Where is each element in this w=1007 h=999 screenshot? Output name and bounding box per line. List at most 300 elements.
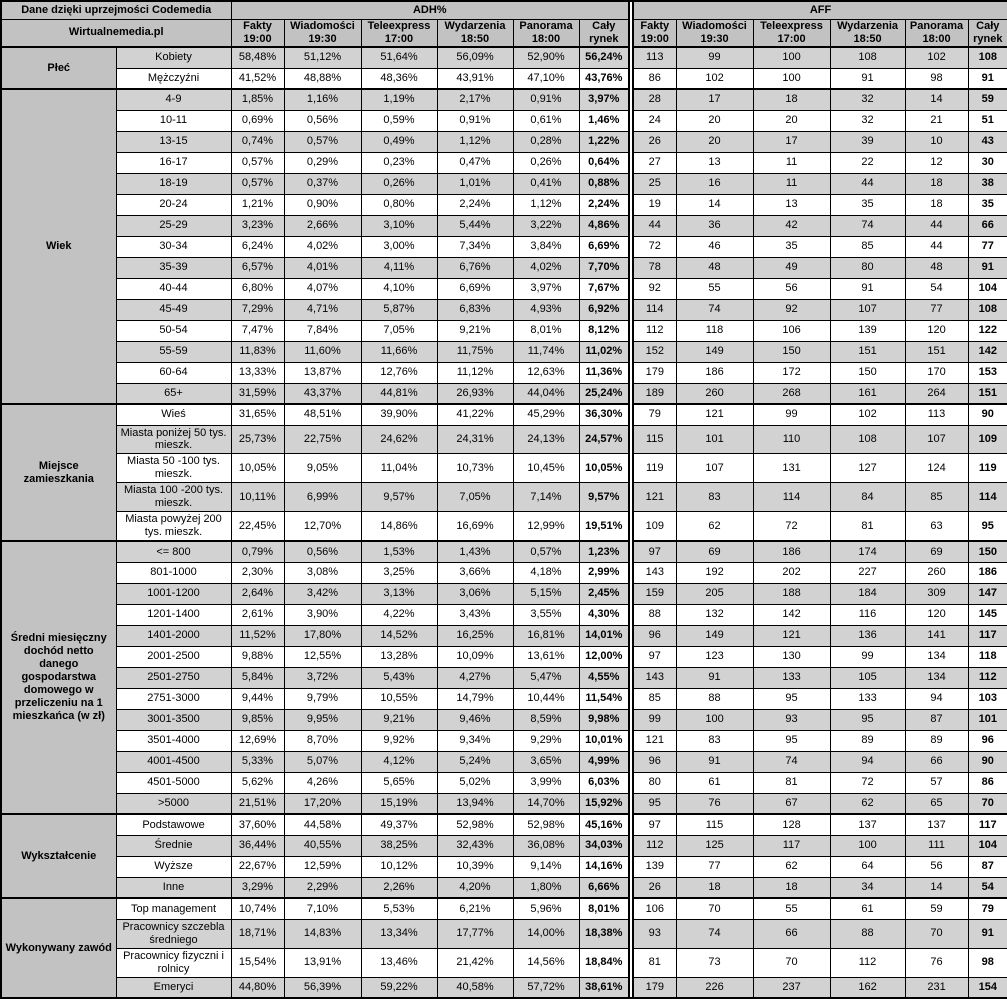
aff-value: 14 bbox=[905, 89, 968, 110]
aff-value: 128 bbox=[753, 814, 830, 835]
aff-value: 49 bbox=[753, 257, 830, 278]
adh-value: 7,34% bbox=[437, 236, 513, 257]
adh-value: 2,26% bbox=[361, 877, 437, 898]
row-label: 55-59 bbox=[116, 341, 231, 362]
adh-value: 9,21% bbox=[437, 320, 513, 341]
aff-value: 36 bbox=[676, 215, 753, 236]
aff-value: 118 bbox=[676, 320, 753, 341]
adh-value: 1,12% bbox=[437, 131, 513, 152]
adh-value: 10,39% bbox=[437, 856, 513, 877]
table-row bbox=[1, 512, 1007, 541]
adh-value: 0,47% bbox=[437, 152, 513, 173]
adh-value: 24,62% bbox=[361, 425, 437, 454]
row-label: 25-29 bbox=[116, 215, 231, 236]
table-row bbox=[1, 541, 1007, 562]
aff-value: 80 bbox=[830, 257, 905, 278]
adh-value: 24,57% bbox=[579, 425, 629, 454]
adh-value: 49,37% bbox=[361, 814, 437, 835]
aff-value: 117 bbox=[968, 625, 1007, 646]
table-header bbox=[1, 1, 1007, 47]
adh-value: 0,26% bbox=[513, 152, 579, 173]
program-name: Wiadomości bbox=[682, 19, 747, 32]
adh-value: 3,65% bbox=[513, 751, 579, 772]
aff-value: 107 bbox=[830, 299, 905, 320]
aff-value: 179 bbox=[633, 362, 676, 383]
aff-value: 74 bbox=[753, 751, 830, 772]
adh-value: 1,19% bbox=[361, 89, 437, 110]
aff-value: 98 bbox=[968, 948, 1007, 977]
adh-value: 56,24% bbox=[579, 47, 629, 68]
aff-value: 96 bbox=[633, 751, 676, 772]
aff-value: 106 bbox=[753, 320, 830, 341]
program-header-adh-1 bbox=[284, 19, 361, 47]
adh-value: 15,54% bbox=[231, 948, 284, 977]
row-label: Miasta powyżej 200 tys. mieszk. bbox=[116, 512, 231, 541]
adh-value: 4,02% bbox=[513, 257, 579, 278]
adh-value: 3,10% bbox=[361, 215, 437, 236]
adh-value: 41,52% bbox=[231, 68, 284, 89]
aff-value: 118 bbox=[968, 646, 1007, 667]
row-label: 4-9 bbox=[116, 89, 231, 110]
aff-value: 32 bbox=[830, 110, 905, 131]
adh-value: 38,61% bbox=[579, 977, 629, 998]
adh-value: 40,55% bbox=[284, 835, 361, 856]
adh-value: 7,05% bbox=[437, 483, 513, 512]
adh-value: 5,96% bbox=[513, 898, 579, 919]
aff-value: 79 bbox=[633, 404, 676, 425]
table-row bbox=[1, 948, 1007, 977]
aff-value: 97 bbox=[633, 541, 676, 562]
row-label: 2001-2500 bbox=[116, 646, 231, 667]
aff-value: 72 bbox=[753, 512, 830, 541]
adh-value: 3,90% bbox=[284, 604, 361, 625]
adh-value: 4,27% bbox=[437, 667, 513, 688]
aff-value: 139 bbox=[633, 856, 676, 877]
adh-value: 10,74% bbox=[231, 898, 284, 919]
aff-value: 260 bbox=[905, 562, 968, 583]
aff-value: 189 bbox=[633, 383, 676, 404]
aff-value: 170 bbox=[905, 362, 968, 383]
aff-value: 85 bbox=[633, 688, 676, 709]
aff-value: 54 bbox=[968, 877, 1007, 898]
adh-value: 9,44% bbox=[231, 688, 284, 709]
aff-value: 154 bbox=[968, 977, 1007, 998]
aff-value: 18 bbox=[905, 173, 968, 194]
program-header-aff-3 bbox=[830, 19, 905, 47]
adh-value: 9,57% bbox=[579, 483, 629, 512]
adh-value: 6,76% bbox=[437, 257, 513, 278]
adh-value: 39,90% bbox=[361, 404, 437, 425]
adh-value: 48,51% bbox=[284, 404, 361, 425]
adh-value: 1,12% bbox=[513, 194, 579, 215]
aff-value: 64 bbox=[830, 856, 905, 877]
table-row bbox=[1, 278, 1007, 299]
adh-value: 4,26% bbox=[284, 772, 361, 793]
table-row bbox=[1, 709, 1007, 730]
adh-value: 3,08% bbox=[284, 562, 361, 583]
row-label: 30-34 bbox=[116, 236, 231, 257]
aff-value: 101 bbox=[968, 709, 1007, 730]
aff-value: 32 bbox=[830, 89, 905, 110]
adh-value: 0,41% bbox=[513, 173, 579, 194]
aff-value: 86 bbox=[633, 68, 676, 89]
aff-value: 86 bbox=[968, 772, 1007, 793]
adh-value: 24,13% bbox=[513, 425, 579, 454]
aff-value: 100 bbox=[753, 68, 830, 89]
row-label: 801-1000 bbox=[116, 562, 231, 583]
adh-value: 1,53% bbox=[361, 541, 437, 562]
adh-value: 0,26% bbox=[361, 173, 437, 194]
adh-value: 5,15% bbox=[513, 583, 579, 604]
aff-value: 119 bbox=[968, 454, 1007, 483]
aff-value: 100 bbox=[753, 47, 830, 68]
adh-value: 43,37% bbox=[284, 383, 361, 404]
aff-value: 109 bbox=[968, 425, 1007, 454]
table-row bbox=[1, 583, 1007, 604]
program-name: Panorama bbox=[909, 19, 964, 32]
adh-value: 48,36% bbox=[361, 68, 437, 89]
adh-value: 10,01% bbox=[579, 730, 629, 751]
adh-value: 5,84% bbox=[231, 667, 284, 688]
aff-value: 59 bbox=[905, 898, 968, 919]
aff-value: 112 bbox=[968, 667, 1007, 688]
adh-value: 12,55% bbox=[284, 646, 361, 667]
adh-value: 13,46% bbox=[361, 948, 437, 977]
row-label: 65+ bbox=[116, 383, 231, 404]
aff-value: 72 bbox=[633, 236, 676, 257]
aff-value: 151 bbox=[968, 383, 1007, 404]
aff-value: 161 bbox=[830, 383, 905, 404]
aff-value: 70 bbox=[968, 793, 1007, 814]
aff-value: 130 bbox=[753, 646, 830, 667]
table-row bbox=[1, 215, 1007, 236]
adh-value: 16,69% bbox=[437, 512, 513, 541]
aff-value: 80 bbox=[633, 772, 676, 793]
row-label: 3501-4000 bbox=[116, 730, 231, 751]
aff-value: 115 bbox=[676, 814, 753, 835]
category-label: Wykształcenie bbox=[1, 814, 116, 898]
aff-value: 28 bbox=[633, 89, 676, 110]
header-row-sections bbox=[1, 1, 1007, 19]
adh-value: 10,11% bbox=[231, 483, 284, 512]
adh-value: 13,94% bbox=[437, 793, 513, 814]
adh-value: 4,86% bbox=[579, 215, 629, 236]
aff-value: 113 bbox=[905, 404, 968, 425]
aff-value: 62 bbox=[830, 793, 905, 814]
aff-value: 143 bbox=[633, 562, 676, 583]
aff-value: 124 bbox=[905, 454, 968, 483]
adh-value: 0,88% bbox=[579, 173, 629, 194]
adh-value: 40,58% bbox=[437, 977, 513, 998]
adh-value: 2,29% bbox=[284, 877, 361, 898]
aff-value: 43 bbox=[968, 131, 1007, 152]
aff-value: 35 bbox=[968, 194, 1007, 215]
aff-value: 186 bbox=[968, 562, 1007, 583]
adh-value: 9,95% bbox=[284, 709, 361, 730]
row-label: <= 800 bbox=[116, 541, 231, 562]
program-time: 17:00 bbox=[777, 32, 806, 45]
row-label: 40-44 bbox=[116, 278, 231, 299]
aff-value: 112 bbox=[830, 948, 905, 977]
table-row bbox=[1, 856, 1007, 877]
aff-value: 48 bbox=[676, 257, 753, 278]
aff-value: 95 bbox=[753, 730, 830, 751]
adh-value: 1,43% bbox=[437, 541, 513, 562]
adh-value: 2,24% bbox=[579, 194, 629, 215]
adh-value: 13,28% bbox=[361, 646, 437, 667]
aff-value: 55 bbox=[676, 278, 753, 299]
aff-value: 100 bbox=[676, 709, 753, 730]
aff-value: 84 bbox=[830, 483, 905, 512]
aff-value: 95 bbox=[968, 512, 1007, 541]
adh-value: 52,90% bbox=[513, 47, 579, 68]
row-label: 45-49 bbox=[116, 299, 231, 320]
aff-value: 61 bbox=[676, 772, 753, 793]
table-row bbox=[1, 646, 1007, 667]
aff-value: 152 bbox=[633, 341, 676, 362]
adh-value: 12,69% bbox=[231, 730, 284, 751]
aff-value: 123 bbox=[676, 646, 753, 667]
adh-value: 11,04% bbox=[361, 454, 437, 483]
adh-value: 0,59% bbox=[361, 110, 437, 131]
adh-value: 7,67% bbox=[579, 278, 629, 299]
adh-value: 1,80% bbox=[513, 877, 579, 898]
adh-value: 3,13% bbox=[361, 583, 437, 604]
aff-value: 114 bbox=[753, 483, 830, 512]
aff-value: 91 bbox=[676, 667, 753, 688]
adh-value: 7,29% bbox=[231, 299, 284, 320]
adh-value: 3,25% bbox=[361, 562, 437, 583]
aff-value: 121 bbox=[676, 404, 753, 425]
adh-value: 11,02% bbox=[579, 341, 629, 362]
program-time: 18:00 bbox=[531, 32, 561, 45]
aff-value: 55 bbox=[753, 898, 830, 919]
row-label: Kobiety bbox=[116, 47, 231, 68]
aff-value: 95 bbox=[753, 688, 830, 709]
aff-value: 95 bbox=[633, 793, 676, 814]
adh-value: 8,01% bbox=[513, 320, 579, 341]
aff-value: 186 bbox=[676, 362, 753, 383]
aff-value: 112 bbox=[633, 835, 676, 856]
adh-value: 6,57% bbox=[231, 257, 284, 278]
aff-value: 74 bbox=[676, 919, 753, 948]
aff-value: 142 bbox=[968, 341, 1007, 362]
program-header-adh-3 bbox=[437, 19, 513, 47]
row-label: Mężczyźni bbox=[116, 68, 231, 89]
table-row bbox=[1, 751, 1007, 772]
adh-value: 5,33% bbox=[231, 751, 284, 772]
aff-value: 264 bbox=[905, 383, 968, 404]
aff-value: 110 bbox=[753, 425, 830, 454]
aff-value: 120 bbox=[905, 320, 968, 341]
program-header-aff-0 bbox=[633, 19, 676, 47]
row-label: 3001-3500 bbox=[116, 709, 231, 730]
program-time: 17:00 bbox=[384, 32, 414, 45]
table-row bbox=[1, 425, 1007, 454]
adh-value: 6,03% bbox=[579, 772, 629, 793]
adh-value: 4,55% bbox=[579, 667, 629, 688]
aff-value: 51 bbox=[968, 110, 1007, 131]
adh-value: 4,10% bbox=[361, 278, 437, 299]
adh-value: 0,80% bbox=[361, 194, 437, 215]
aff-value: 150 bbox=[753, 341, 830, 362]
adh-value: 3,99% bbox=[513, 772, 579, 793]
program-name: Wydarzenia bbox=[837, 19, 898, 32]
program-time: 19:00 bbox=[640, 32, 669, 45]
aff-value: 17 bbox=[676, 89, 753, 110]
adh-value: 8,01% bbox=[579, 898, 629, 919]
aff-value: 85 bbox=[830, 236, 905, 257]
adh-value: 3,66% bbox=[437, 562, 513, 583]
adh-value: 12,70% bbox=[284, 512, 361, 541]
adh-value: 4,18% bbox=[513, 562, 579, 583]
aff-value: 174 bbox=[830, 541, 905, 562]
adh-value: 6,80% bbox=[231, 278, 284, 299]
aff-value: 81 bbox=[633, 948, 676, 977]
adh-value: 18,71% bbox=[231, 919, 284, 948]
adh-value: 10,05% bbox=[579, 454, 629, 483]
aff-value: 89 bbox=[905, 730, 968, 751]
adh-value: 44,04% bbox=[513, 383, 579, 404]
adh-value: 14,70% bbox=[513, 793, 579, 814]
aff-value: 143 bbox=[633, 667, 676, 688]
aff-value: 73 bbox=[676, 948, 753, 977]
adh-value: 14,01% bbox=[579, 625, 629, 646]
adh-value: 11,54% bbox=[579, 688, 629, 709]
adh-value: 12,99% bbox=[513, 512, 579, 541]
row-label: Inne bbox=[116, 877, 231, 898]
adh-value: 2,45% bbox=[579, 583, 629, 604]
aff-value: 100 bbox=[830, 835, 905, 856]
adh-value: 1,21% bbox=[231, 194, 284, 215]
category-label: Wykonywany zawód bbox=[1, 898, 116, 998]
aff-value: 139 bbox=[830, 320, 905, 341]
adh-value: 31,65% bbox=[231, 404, 284, 425]
aff-value: 150 bbox=[830, 362, 905, 383]
section-header-aff: AFF bbox=[633, 1, 1007, 19]
aff-value: 26 bbox=[633, 877, 676, 898]
adh-value: 17,80% bbox=[284, 625, 361, 646]
aff-value: 106 bbox=[633, 898, 676, 919]
aff-value: 117 bbox=[968, 814, 1007, 835]
adh-value: 10,09% bbox=[437, 646, 513, 667]
adh-value: 3,55% bbox=[513, 604, 579, 625]
aff-value: 151 bbox=[905, 341, 968, 362]
aff-value: 153 bbox=[968, 362, 1007, 383]
aff-value: 205 bbox=[676, 583, 753, 604]
adh-value: 8,70% bbox=[284, 730, 361, 751]
program-time: 19:00 bbox=[243, 32, 272, 45]
aff-value: 99 bbox=[830, 646, 905, 667]
aff-value: 90 bbox=[968, 404, 1007, 425]
aff-value: 69 bbox=[905, 541, 968, 562]
aff-value: 25 bbox=[633, 173, 676, 194]
aff-value: 147 bbox=[968, 583, 1007, 604]
program-name: Wiadomości bbox=[290, 19, 355, 32]
adh-value: 56,09% bbox=[437, 47, 513, 68]
aff-value: 70 bbox=[905, 919, 968, 948]
aff-value: 35 bbox=[753, 236, 830, 257]
aff-value: 120 bbox=[905, 604, 968, 625]
aff-value: 98 bbox=[905, 68, 968, 89]
adh-value: 14,79% bbox=[437, 688, 513, 709]
aff-value: 76 bbox=[905, 948, 968, 977]
aff-value: 35 bbox=[830, 194, 905, 215]
adh-value: 5,24% bbox=[437, 751, 513, 772]
aff-value: 77 bbox=[676, 856, 753, 877]
aff-value: 81 bbox=[830, 512, 905, 541]
table-row bbox=[1, 919, 1007, 948]
aff-value: 90 bbox=[968, 751, 1007, 772]
row-label: 1401-2000 bbox=[116, 625, 231, 646]
adh-value: 5,44% bbox=[437, 215, 513, 236]
table-row bbox=[1, 236, 1007, 257]
row-label: 10-11 bbox=[116, 110, 231, 131]
aff-value: 116 bbox=[830, 604, 905, 625]
adh-value: 7,47% bbox=[231, 320, 284, 341]
aff-value: 108 bbox=[968, 299, 1007, 320]
adh-value: 3,72% bbox=[284, 667, 361, 688]
aff-value: 96 bbox=[968, 730, 1007, 751]
row-label: 20-24 bbox=[116, 194, 231, 215]
aff-value: 268 bbox=[753, 383, 830, 404]
adh-value: 9,05% bbox=[284, 454, 361, 483]
adh-value: 4,71% bbox=[284, 299, 361, 320]
aff-value: 192 bbox=[676, 562, 753, 583]
adh-value: 5,02% bbox=[437, 772, 513, 793]
adh-value: 24,31% bbox=[437, 425, 513, 454]
table-row bbox=[1, 604, 1007, 625]
adh-value: 11,66% bbox=[361, 341, 437, 362]
table-row bbox=[1, 814, 1007, 835]
adh-value: 0,56% bbox=[284, 110, 361, 131]
aff-value: 115 bbox=[633, 425, 676, 454]
adh-value: 43,91% bbox=[437, 68, 513, 89]
adh-value: 21,51% bbox=[231, 793, 284, 814]
aff-value: 76 bbox=[676, 793, 753, 814]
aff-value: 72 bbox=[830, 772, 905, 793]
adh-value: 5,87% bbox=[361, 299, 437, 320]
aff-value: 66 bbox=[905, 751, 968, 772]
aff-value: 93 bbox=[753, 709, 830, 730]
adh-value: 6,21% bbox=[437, 898, 513, 919]
category-label: Płeć bbox=[1, 47, 116, 89]
row-label: 50-54 bbox=[116, 320, 231, 341]
adh-value: 59,22% bbox=[361, 977, 437, 998]
table-row bbox=[1, 194, 1007, 215]
aff-value: 11 bbox=[753, 173, 830, 194]
adh-value: 25,73% bbox=[231, 425, 284, 454]
adh-value: 5,65% bbox=[361, 772, 437, 793]
aff-value: 104 bbox=[968, 835, 1007, 856]
aff-value: 231 bbox=[905, 977, 968, 998]
aff-value: 93 bbox=[633, 919, 676, 948]
adh-value: 3,42% bbox=[284, 583, 361, 604]
adh-value: 9,98% bbox=[579, 709, 629, 730]
aff-value: 87 bbox=[968, 856, 1007, 877]
adh-value: 1,22% bbox=[579, 131, 629, 152]
table-row bbox=[1, 110, 1007, 131]
aff-value: 121 bbox=[753, 625, 830, 646]
adh-value: 58,48% bbox=[231, 47, 284, 68]
program-header-aff-5 bbox=[968, 19, 1007, 47]
aff-value: 137 bbox=[830, 814, 905, 835]
adh-value: 41,22% bbox=[437, 404, 513, 425]
adh-value: 4,12% bbox=[361, 751, 437, 772]
adh-value: 1,85% bbox=[231, 89, 284, 110]
aff-value: 134 bbox=[905, 667, 968, 688]
program-header-adh-0 bbox=[231, 19, 284, 47]
